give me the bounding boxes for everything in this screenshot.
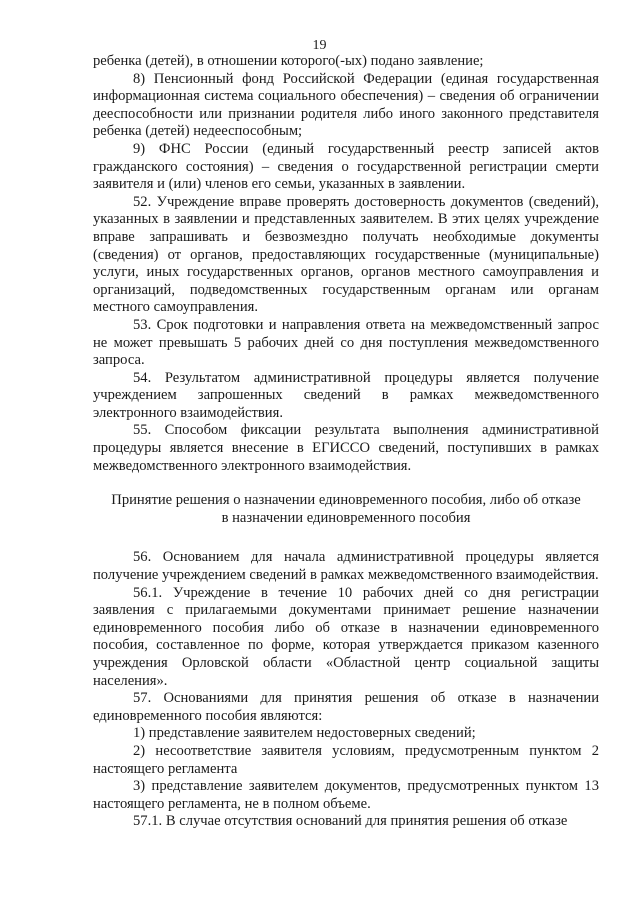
- paragraph: 3) представление заявителем документов, предусмотренных пунктом 13 настоящего регламента, не в полном объеме.: [93, 778, 599, 812]
- page-number: 19: [312, 38, 327, 53]
- paragraph: 52. Учреждение вправе проверять достоверность документов (сведений), указанных в заявлении и представленных заявителем. В этих целях учреждение вправе запрашивать и безвозмездно получать необходимые документы (сведения) от органов, предоставляющих государственные (муниципальные) услуги, иных государственных органов, органов местного самоуправления и организаций, подведомственных государственным органам или органам местного самоуправления.: [93, 193, 599, 316]
- paragraph: 56.1. Учреждение в течение 10 рабочих дней со дня регистрации заявления с прилагаемыми документами принимает решение назначении единовременного пособия либо об отказе в назначении единовременного пособия, составленное по форме, которая утверждается приказом казенного учреждения Орловской области «Областной центр социальной защиты населения».: [93, 584, 599, 689]
- paragraph: 57.1. В случае отсутствия оснований для принятия решения об отказе: [133, 813, 568, 830]
- paragraph: 55. Способом фиксации результата выполнения административной процедуры является внесение в ЕГИССО сведений, поступивших в рамках межведомственного электронного взаимодействия.: [93, 422, 599, 474]
- paragraphs-before-heading: [93, 53, 599, 475]
- paragraph: 8) Пенсионный фонд Российской Федерации (единая государственная информационная система социального обеспечения) – сведения об ограничении дееспособности или признании родителя либо иного законного представителя ребенка (детей) недееспособным;: [93, 70, 599, 140]
- paragraph: 53. Срок подготовки и направления ответа на межведомственный запрос не может превышать 5 рабочих дней со дня поступления межведомственного запроса.: [93, 316, 599, 369]
- paragraph: 1) представление заявителем недостоверных сведений;: [133, 725, 476, 742]
- paragraph: 2) несоответствие заявителя условиям, предусмотренным пунктом 2 настоящего регламента: [93, 742, 599, 777]
- paragraph: ребенка (детей), в отношении которого(-ых) подано заявление;: [93, 53, 484, 69]
- section-heading-line-1: Принятие решения о назначении единовременного пособия, либо об отказе: [111, 492, 581, 509]
- section-heading-line-2: в назначении единовременного пособия: [221, 509, 471, 526]
- section-heading: [93, 492, 599, 527]
- paragraph: 57. Основаниями для принятия решения об отказе в назначении единовременного пособия являются:: [93, 690, 599, 724]
- paragraphs-after-heading: [93, 549, 599, 831]
- document-body: [93, 53, 599, 831]
- paragraph: 9) ФНС России (единый государственный реестр записей актов гражданского состояния) – сведения о государственной регистрации смерти заявителя и (или) членов его семьи, указанных в заявлении.: [93, 140, 599, 193]
- paragraph: 56. Основанием для начала административной процедуры является получение учреждением сведений в рамках межведомственного взаимодействия.: [93, 549, 599, 584]
- paragraph: 54. Результатом административной процедуры является получение учреждением запрошенных сведений в рамках межведомственного электронного взаимодействия.: [93, 369, 599, 421]
